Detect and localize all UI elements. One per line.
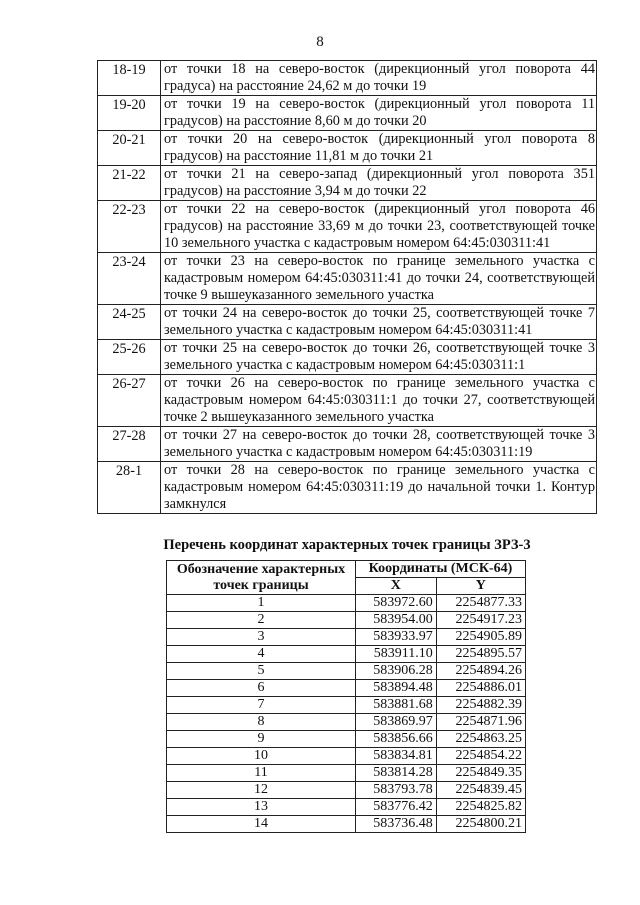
coordinate-y: 2254863.25 (436, 731, 525, 748)
segment-description: от точки 21 на северо-запад (дирекционный угол поворота 351 градусов) на расстояние 3,94 м до точки 22 (161, 166, 597, 201)
segment-id: 21-22 (98, 166, 161, 201)
coordinate-row (167, 629, 526, 646)
segment-row (98, 305, 597, 340)
point-number: 11 (167, 765, 356, 782)
header-y: Y (436, 578, 525, 595)
coordinate-x: 583933.97 (356, 629, 437, 646)
point-number: 4 (167, 646, 356, 663)
segment-description: от точки 25 на северо-восток до точки 26, соответствующей точке 3 земельного участка с кадастровым номером 64:45:030311:1 (161, 340, 597, 375)
boundary-description-table (97, 60, 597, 514)
coordinate-y: 2254849.35 (436, 765, 525, 782)
segment-row (98, 375, 597, 427)
coordinate-x: 583906.28 (356, 663, 437, 680)
segment-id: 28-1 (98, 462, 161, 514)
coordinates-table (166, 560, 526, 833)
segment-description: от точки 28 на северо-восток по границе земельного участка с кадастровым номером 64:45:030311:19 до начальной точки 1. Контур замкнулся (161, 462, 597, 514)
header-coordinates: Координаты (МСК-64) (356, 561, 526, 578)
coordinate-x: 583954.00 (356, 612, 437, 629)
coordinate-y: 2254894.26 (436, 663, 525, 680)
segment-description: от точки 18 на северо-восток (дирекционный угол поворота 44 градуса) на расстояние 24,62 м до точки 19 (161, 61, 597, 96)
segment-id: 20-21 (98, 131, 161, 166)
segment-id: 23-24 (98, 253, 161, 305)
segment-id: 27-28 (98, 427, 161, 462)
coordinate-row (167, 765, 526, 782)
segment-description: от точки 23 на северо-восток по границе земельного участка с кадастровым номером 64:45:030311:41 до точки 24, соответствующей точке 9 вышеуказанного земельного участка (161, 253, 597, 305)
segment-description: от точки 24 на северо-восток до точки 25, соответствующей точке 7 земельного участка с кадастровым номером 64:45:030311:41 (161, 305, 597, 340)
header-x: X (356, 578, 437, 595)
point-number: 14 (167, 816, 356, 833)
coordinate-y: 2254871.96 (436, 714, 525, 731)
segment-description: от точки 27 на северо-восток до точки 28, соответствующей точке 3 земельного участка с кадастровым номером 64:45:030311:19 (161, 427, 597, 462)
point-number: 8 (167, 714, 356, 731)
coordinate-x: 583776.42 (356, 799, 437, 816)
coordinate-row (167, 799, 526, 816)
coordinate-x: 583793.78 (356, 782, 437, 799)
coordinate-x: 583894.48 (356, 680, 437, 697)
segment-row (98, 166, 597, 201)
point-number: 6 (167, 680, 356, 697)
point-number: 13 (167, 799, 356, 816)
coordinate-x: 583834.81 (356, 748, 437, 765)
segment-row (98, 96, 597, 131)
point-number: 5 (167, 663, 356, 680)
coordinate-x: 583972.60 (356, 595, 437, 612)
segment-row (98, 340, 597, 375)
coordinate-y: 2254877.33 (436, 595, 525, 612)
segment-row (98, 201, 597, 253)
segment-row (98, 253, 597, 305)
segment-row (98, 61, 597, 96)
coordinate-y: 2254886.01 (436, 680, 525, 697)
coordinate-row (167, 612, 526, 629)
segment-row (98, 427, 597, 462)
coordinate-row (167, 748, 526, 765)
coordinate-y: 2254839.45 (436, 782, 525, 799)
coordinate-row (167, 663, 526, 680)
page-number: 8 (316, 34, 324, 50)
coordinate-x: 583911.10 (356, 646, 437, 663)
point-number: 1 (167, 595, 356, 612)
coordinate-row (167, 646, 526, 663)
segment-id: 18-19 (98, 61, 161, 96)
coordinate-row (167, 714, 526, 731)
coordinate-x: 583881.68 (356, 697, 437, 714)
coordinate-x: 583856.66 (356, 731, 437, 748)
segment-description: от точки 19 на северо-восток (дирекционный угол поворота 11 градусов) на расстояние 8,60 м до точки 20 (161, 96, 597, 131)
segment-id: 24-25 (98, 305, 161, 340)
coordinate-row (167, 680, 526, 697)
coordinate-x: 583869.97 (356, 714, 437, 731)
point-number: 3 (167, 629, 356, 646)
coordinate-y: 2254825.82 (436, 799, 525, 816)
coordinate-row (167, 731, 526, 748)
coordinate-row (167, 697, 526, 714)
point-number: 2 (167, 612, 356, 629)
coordinate-row (167, 782, 526, 799)
segment-row (98, 462, 597, 514)
segment-id: 22-23 (98, 201, 161, 253)
coordinate-y: 2254895.57 (436, 646, 525, 663)
segment-id: 25-26 (98, 340, 161, 375)
segment-description: от точки 20 на северо-восток (дирекционный угол поворота 8 градусов) на расстояние 11,81 м до точки 21 (161, 131, 597, 166)
point-number: 9 (167, 731, 356, 748)
coordinate-row (167, 595, 526, 612)
coordinate-y: 2254917.23 (436, 612, 525, 629)
coordinate-x: 583736.48 (356, 816, 437, 833)
coordinate-y: 2254882.39 (436, 697, 525, 714)
coordinate-y: 2254800.21 (436, 816, 525, 833)
segment-row (98, 131, 597, 166)
segment-description: от точки 22 на северо-восток (дирекционный угол поворота 46 градусов) на расстояние 33,69 м до точки 23, соответствующей точке 10 земельного участка с кадастровым номером 64:45:030311:41 (161, 201, 597, 253)
point-number: 10 (167, 748, 356, 765)
point-number: 12 (167, 782, 356, 799)
segment-description: от точки 26 на северо-восток по границе земельного участка с кадастровым номером 64:45:030311:1 до точки 27, соответствующей точке 2 вышеуказанного земельного участка (161, 375, 597, 427)
coordinate-x: 583814.28 (356, 765, 437, 782)
coordinates-section-title: Перечень координат характерных точек границы ЗРЗ-3 (163, 537, 531, 553)
coordinate-y: 2254905.89 (436, 629, 525, 646)
point-number: 7 (167, 697, 356, 714)
coordinate-y: 2254854.22 (436, 748, 525, 765)
segment-id: 19-20 (98, 96, 161, 131)
header-points: Обозначение характерных точек границы (167, 561, 356, 595)
segment-id: 26-27 (98, 375, 161, 427)
coordinate-row (167, 816, 526, 833)
